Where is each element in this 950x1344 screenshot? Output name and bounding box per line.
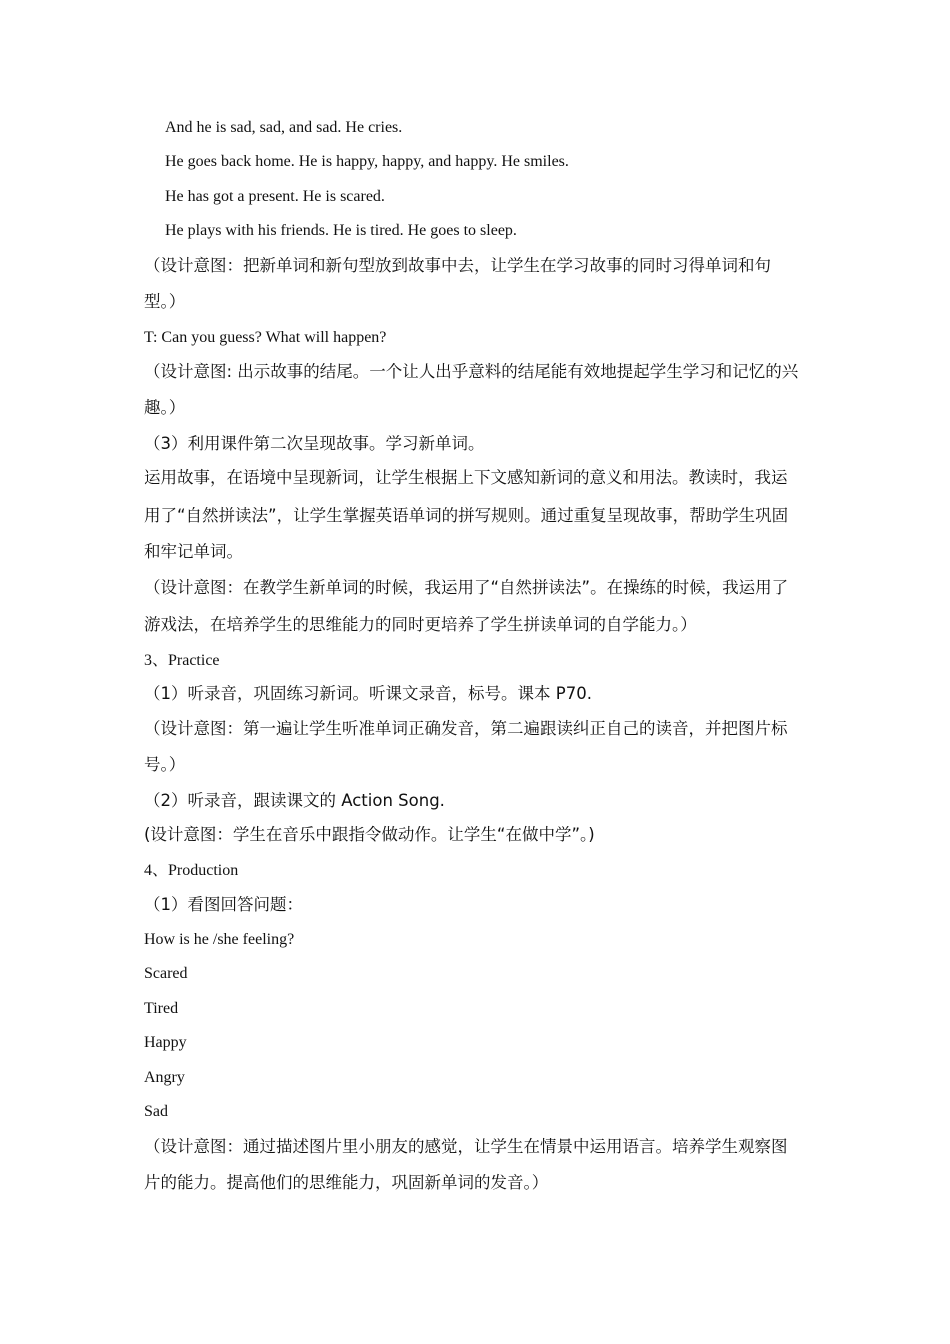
- design-intent-3a: （设计意图：在教学生新单词的时候，我运用了“自然拼读法”。在操练的时候，我运用了: [144, 578, 789, 597]
- story-line-4: He plays with his friends. He is tired. He goes to sleep.: [165, 222, 517, 239]
- story-line-1: And he is sad, sad, and sad. He cries.: [165, 119, 403, 136]
- step-3-heading: （3）利用课件第二次呈现故事。学习新单词。: [144, 434, 485, 453]
- feeling-word-happy: Happy: [144, 1034, 187, 1051]
- teacher-question: T: Can you guess? What will happen?: [144, 329, 387, 346]
- story-line-2: He goes back home. He is happy, happy, and happy. He smiles.: [165, 153, 569, 170]
- paragraph-line-1: 运用故事，在语境中呈现新词，让学生根据上下文感知新词的意义和用法。教读时，我运: [144, 468, 788, 487]
- story-line-3: He has got a present. He is scared.: [165, 188, 385, 205]
- design-intent-2b: 趣。）: [144, 398, 186, 417]
- feeling-word-sad: Sad: [144, 1103, 168, 1120]
- practice-step-2: （2）听录音，跟读课文的 Action Song.: [144, 791, 445, 810]
- design-intent-2a: （设计意图: 出示故事的结尾。一个让人出乎意料的结尾能有效地提起学生学习和记忆的兴: [144, 362, 799, 381]
- design-intent-4b: 号。）: [144, 755, 186, 774]
- feeling-word-tired: Tired: [144, 1000, 179, 1017]
- design-intent-3b: 游戏法，在培养学生的思维能力的同时更培养了学生拼读单词的自学能力。）: [144, 615, 697, 634]
- design-intent-6b: 片的能力。提高他们的思维能力，巩固新单词的发音。）: [144, 1173, 549, 1192]
- design-intent-6a: （设计意图：通过描述图片里小朋友的感觉，让学生在情景中运用语言。培养学生观察图: [144, 1137, 788, 1156]
- design-intent-1b: 型。）: [144, 292, 186, 311]
- practice-step-1: （1）听录音，巩固练习新词。听课文录音，标号。课本 P70.: [144, 684, 592, 703]
- design-intent-1a: （设计意图：把新单词和新句型放到故事中去，让学生在学习故事的同时习得单词和句: [144, 256, 771, 275]
- section-production-heading: 4、Production: [144, 862, 239, 879]
- feeling-word-angry: Angry: [144, 1069, 185, 1086]
- paragraph-line-3: 和牢记单词。: [144, 542, 243, 561]
- paragraph-line-2: 用了“自然拼读法”，让学生掌握英语单词的拼写规则。通过重复呈现故事，帮助学生巩固: [144, 506, 789, 525]
- design-intent-5: (设计意图：学生在音乐中跟指令做动作。让学生“在做中学”。): [144, 825, 595, 844]
- design-intent-4a: （设计意图：第一遍让学生听准单词正确发音，第二遍跟读纠正自己的读音，并把图片标: [144, 719, 788, 738]
- section-practice-heading: 3、Practice: [144, 652, 220, 669]
- feeling-word-scared: Scared: [144, 965, 188, 982]
- feeling-question: How is he /she feeling?: [144, 931, 295, 948]
- production-step-1: （1）看图回答问题：: [144, 895, 303, 914]
